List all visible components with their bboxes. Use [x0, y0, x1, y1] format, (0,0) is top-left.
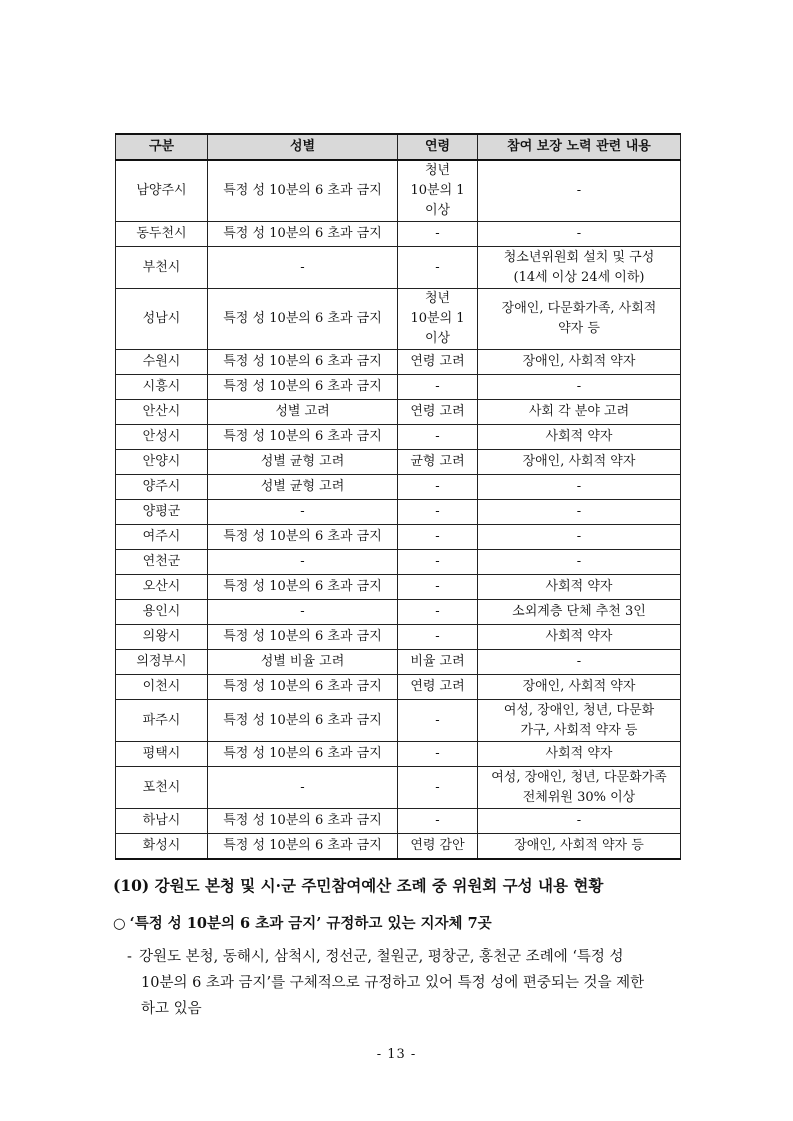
paragraph-line-2: 10분의 6 초과 금지’를 구체적으로 규정하고 있어 특정 성에 편중되는 것을 제한 — [141, 975, 645, 991]
cell-age-line: - — [435, 259, 440, 275]
cell-age-line: - — [435, 779, 440, 795]
cell-age-line: - — [435, 554, 440, 569]
cell-content-line: 장애인, 다문화가족, 사회적 — [501, 301, 657, 316]
cell-gender: 특정 성 10분의 6 초과 금지 — [208, 375, 398, 400]
cell-age-line: 청년 — [424, 163, 451, 178]
cell-content — [478, 675, 681, 700]
table-row — [116, 160, 681, 222]
table-row — [116, 575, 681, 600]
cell-content-line: 장애인, 사회적 약자 — [522, 354, 636, 369]
cell-gender: 특정 성 10분의 6 초과 금지 — [208, 289, 398, 350]
cell-age-line: - — [435, 712, 440, 728]
header-gender: 성별 — [208, 134, 398, 160]
cell-content-line: - — [576, 529, 582, 544]
cell-age-line: 청년 — [424, 291, 451, 306]
cell-age — [398, 247, 478, 289]
cell-content — [478, 600, 681, 625]
cell-content — [478, 525, 681, 550]
cell-content-line: 장애인, 사회적 약자 등 — [514, 838, 644, 853]
cell-age-line: - — [435, 529, 440, 544]
cell-age-line: - — [435, 604, 440, 619]
cell-content — [478, 834, 681, 860]
cell-age-line: 연령 고려 — [410, 354, 465, 369]
cell-content-line: 가구, 사회적 약자 등 — [520, 722, 638, 738]
cell-content-line: 약자 등 — [558, 321, 600, 336]
bullet-text: ‘특정 성 10분의 6 초과 금지’ 규정하고 있는 지자체 7곳 — [129, 915, 492, 932]
cell-gender: 특정 성 10분의 6 초과 금지 — [208, 809, 398, 834]
cell-content-line: 사회 각 분야 고려 — [528, 404, 630, 419]
cell-division: 남양주시 — [116, 160, 208, 222]
cell-content — [478, 400, 681, 425]
cell-division: 화성시 — [116, 834, 208, 860]
cell-content — [478, 700, 681, 742]
table-row — [116, 767, 681, 809]
cell-age — [398, 375, 478, 400]
table-row — [116, 650, 681, 675]
cell-age — [398, 500, 478, 525]
cell-gender: 특정 성 10분의 6 초과 금지 — [208, 525, 398, 550]
cell-content — [478, 500, 681, 525]
cell-age — [398, 475, 478, 500]
table-row — [116, 742, 681, 767]
table-header-row — [116, 134, 681, 160]
cell-age-line: - — [435, 579, 440, 594]
cell-content — [478, 650, 681, 675]
cell-content-line: 사회적 약자 — [545, 429, 613, 444]
cell-age-line: 이상 — [424, 203, 451, 218]
cell-age — [398, 675, 478, 700]
cell-age-line: - — [435, 429, 440, 444]
cell-content — [478, 767, 681, 809]
cell-division: 파주시 — [116, 700, 208, 742]
cell-gender: 특정 성 10분의 6 초과 금지 — [208, 742, 398, 767]
cell-content — [478, 809, 681, 834]
cell-division: 오산시 — [116, 575, 208, 600]
cell-age-line: - — [435, 226, 440, 241]
cell-division: 성남시 — [116, 289, 208, 350]
cell-division: 안산시 — [116, 400, 208, 425]
cell-content — [478, 425, 681, 450]
cell-content-line: 청소년위원회 설치 및 구성 — [503, 249, 655, 265]
cell-gender: 성별 균형 고려 — [208, 450, 398, 475]
cell-age — [398, 160, 478, 222]
cell-content-line: - — [576, 183, 582, 198]
cell-age — [398, 550, 478, 575]
committee-composition-table — [115, 133, 681, 860]
cell-age — [398, 289, 478, 350]
cell-age-line: 연령 감안 — [410, 838, 465, 853]
cell-content-line: 사회적 약자 — [545, 579, 613, 594]
header-division: 구분 — [116, 134, 208, 160]
cell-gender: 특정 성 10분의 6 초과 금지 — [208, 350, 398, 375]
cell-age-line: - — [435, 479, 440, 494]
cell-age-line: - — [435, 504, 440, 519]
cell-content-line: 여성, 장애인, 청년, 다문화가족 — [491, 769, 667, 785]
table-row — [116, 809, 681, 834]
header-age: 연령 — [398, 134, 478, 160]
cell-age-line: 10분의 1 — [410, 311, 465, 326]
cell-content — [478, 350, 681, 375]
cell-age-line: - — [435, 629, 440, 644]
cell-gender: - — [208, 550, 398, 575]
cell-age — [398, 575, 478, 600]
cell-gender: 특정 성 10분의 6 초과 금지 — [208, 625, 398, 650]
cell-age-line: - — [435, 379, 440, 394]
cell-division: 양주시 — [116, 475, 208, 500]
cell-age-line: 연령 고려 — [410, 404, 465, 419]
cell-gender: 성별 고려 — [208, 400, 398, 425]
cell-age-line: - — [435, 746, 440, 761]
table-row — [116, 500, 681, 525]
cell-content-line: - — [576, 226, 582, 241]
table-row — [116, 525, 681, 550]
cell-division: 용인시 — [116, 600, 208, 625]
cell-division: 안양시 — [116, 450, 208, 475]
cell-content-line: - — [576, 554, 582, 569]
cell-content-line: - — [576, 479, 582, 494]
description-paragraph — [127, 944, 683, 1022]
page-number: - 13 - — [376, 1047, 417, 1062]
table-row — [116, 475, 681, 500]
cell-content-line: 사회적 약자 — [545, 629, 613, 644]
table-row — [116, 400, 681, 425]
cell-content-line: 사회적 약자 — [545, 746, 613, 761]
cell-content — [478, 625, 681, 650]
cell-division: 이천시 — [116, 675, 208, 700]
cell-age-line: 이상 — [424, 331, 451, 346]
table-row — [116, 375, 681, 400]
cell-content — [478, 742, 681, 767]
cell-age-line: - — [435, 813, 440, 828]
dash-marker: - — [127, 949, 132, 965]
cell-division: 포천시 — [116, 767, 208, 809]
cell-content — [478, 375, 681, 400]
cell-age — [398, 700, 478, 742]
cell-division: 연천군 — [116, 550, 208, 575]
cell-gender: - — [208, 767, 398, 809]
cell-age — [398, 834, 478, 860]
cell-division: 양평군 — [116, 500, 208, 525]
cell-gender: 특정 성 10분의 6 초과 금지 — [208, 575, 398, 600]
cell-age — [398, 742, 478, 767]
section-title: (10) 강원도 본청 및 시·군 주민참여예산 조례 중 위원회 구성 내용 현황 — [113, 876, 604, 895]
table-row — [116, 834, 681, 860]
cell-content-line: 장애인, 사회적 약자 — [522, 454, 636, 469]
table-row — [116, 625, 681, 650]
cell-content-line: (14세 이상 24세 이하) — [513, 269, 645, 285]
cell-age — [398, 809, 478, 834]
cell-content-line: 전체위원 30% 이상 — [522, 789, 636, 805]
table-row — [116, 289, 681, 350]
cell-content-line: 장애인, 사회적 약자 — [522, 679, 636, 694]
cell-content-line: 여성, 장애인, 청년, 다문화 — [503, 702, 655, 718]
cell-gender: 성별 비율 고려 — [208, 650, 398, 675]
table-row — [116, 222, 681, 247]
cell-age — [398, 525, 478, 550]
table-row — [116, 675, 681, 700]
cell-gender: 특정 성 10분의 6 초과 금지 — [208, 834, 398, 860]
cell-gender: - — [208, 247, 398, 289]
cell-age — [398, 767, 478, 809]
cell-content-line: - — [576, 813, 582, 828]
cell-content-line: - — [576, 654, 582, 669]
table-row — [116, 700, 681, 742]
cell-gender: 성별 균형 고려 — [208, 475, 398, 500]
cell-division: 의왕시 — [116, 625, 208, 650]
table-row — [116, 450, 681, 475]
cell-age — [398, 650, 478, 675]
paragraph-line-3: 하고 있음 — [141, 1001, 202, 1017]
cell-division: 동두천시 — [116, 222, 208, 247]
cell-division: 하남시 — [116, 809, 208, 834]
table-row — [116, 247, 681, 289]
cell-age — [398, 450, 478, 475]
bullet-line — [113, 912, 492, 933]
cell-content — [478, 247, 681, 289]
header-content: 참여 보장 노력 관련 내용 — [478, 134, 681, 160]
table-row — [116, 600, 681, 625]
cell-age — [398, 625, 478, 650]
cell-content — [478, 222, 681, 247]
cell-gender: 특정 성 10분의 6 초과 금지 — [208, 160, 398, 222]
cell-age-line: 연령 고려 — [410, 679, 465, 694]
cell-age-line: 균형 고려 — [410, 454, 465, 469]
circle-bullet-icon: ○ — [113, 916, 126, 932]
cell-division: 여주시 — [116, 525, 208, 550]
cell-content — [478, 450, 681, 475]
cell-division: 평택시 — [116, 742, 208, 767]
paragraph-line-1: 강원도 본청, 동해시, 삼척시, 정선군, 철원군, 평창군, 홍천군 조례에 ‘특정 성 — [139, 949, 624, 965]
cell-gender: 특정 성 10분의 6 초과 금지 — [208, 700, 398, 742]
cell-age — [398, 222, 478, 247]
cell-content-line: - — [576, 379, 582, 394]
cell-age-line: 10분의 1 — [410, 183, 465, 198]
cell-division: 시흥시 — [116, 375, 208, 400]
cell-age — [398, 425, 478, 450]
cell-gender: 특정 성 10분의 6 초과 금지 — [208, 222, 398, 247]
cell-content — [478, 550, 681, 575]
cell-content-line: - — [576, 504, 582, 519]
cell-age — [398, 400, 478, 425]
cell-gender: - — [208, 600, 398, 625]
table-row — [116, 550, 681, 575]
cell-content — [478, 475, 681, 500]
cell-content — [478, 289, 681, 350]
cell-content-line: 소외계층 단체 추천 3인 — [512, 604, 646, 619]
cell-content — [478, 160, 681, 222]
cell-age — [398, 600, 478, 625]
cell-division: 안성시 — [116, 425, 208, 450]
cell-gender: 특정 성 10분의 6 초과 금지 — [208, 675, 398, 700]
table-body — [116, 160, 681, 859]
cell-age — [398, 350, 478, 375]
cell-age-line: 비율 고려 — [410, 654, 465, 669]
table-row — [116, 350, 681, 375]
cell-division: 의정부시 — [116, 650, 208, 675]
cell-gender: - — [208, 500, 398, 525]
cell-division: 수원시 — [116, 350, 208, 375]
table-row — [116, 425, 681, 450]
cell-content — [478, 575, 681, 600]
cell-division: 부천시 — [116, 247, 208, 289]
cell-gender: 특정 성 10분의 6 초과 금지 — [208, 425, 398, 450]
